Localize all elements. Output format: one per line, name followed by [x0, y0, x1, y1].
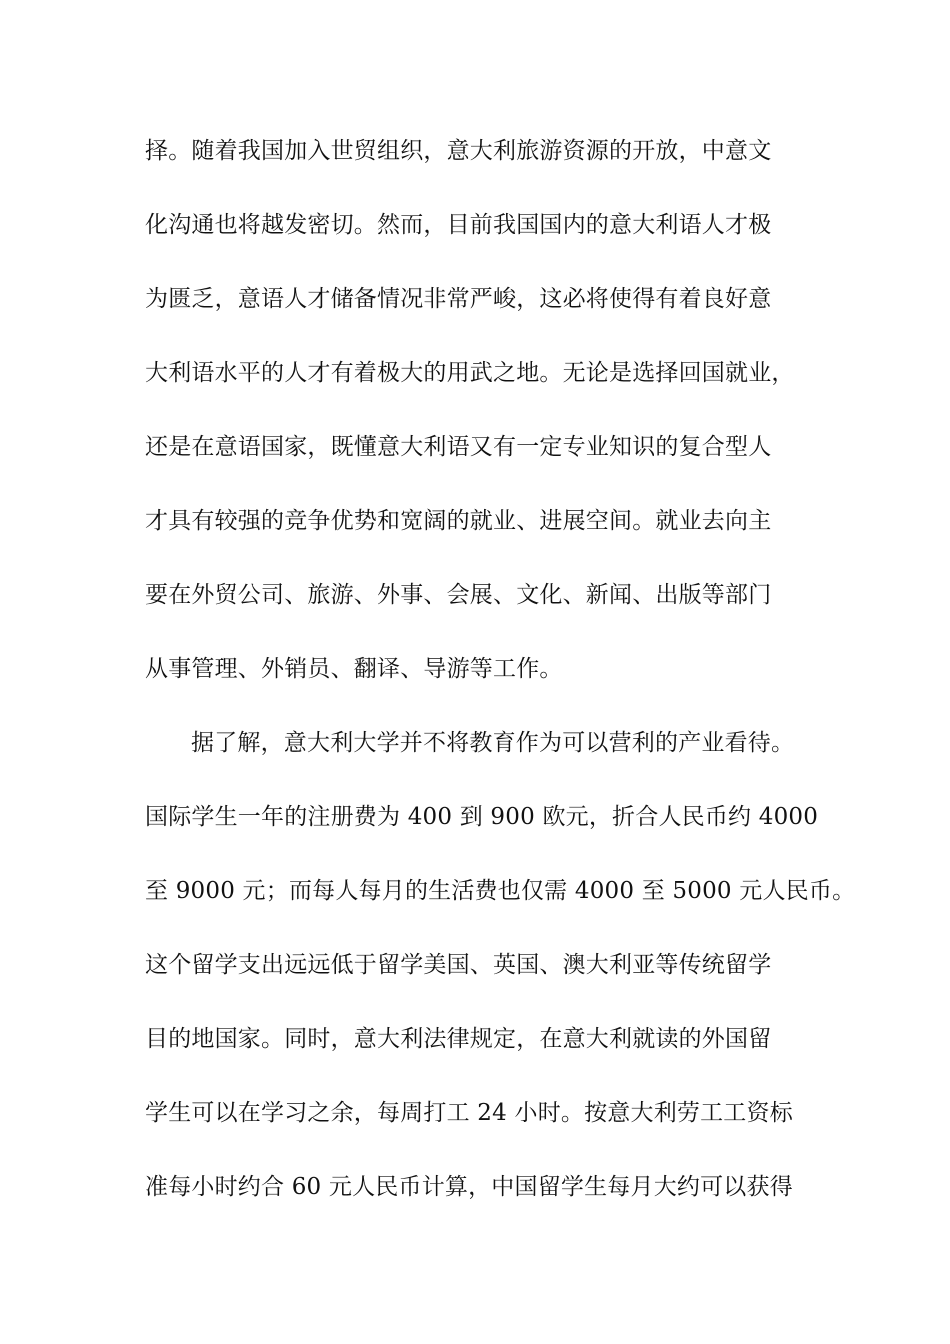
text-line: 化沟通也将越发密切。然而，目前我国国内的意大利语人才极: [145, 212, 772, 238]
paragraph-study-costs: [145, 720, 856, 1238]
text-line: 这个留学支出远远低于留学美国、英国、澳大利亚等传统留学: [145, 952, 772, 978]
text-line: 国际学生一年的注册费为 400 到 900 欧元，折合人民币约 4000: [145, 804, 819, 830]
text-line: 大利语水平的人才有着极大的用武之地。无论是选择回国就业，: [145, 360, 795, 386]
text-line: 准每小时约合 60 元人民币计算，中国留学生每月大约可以获得: [145, 1174, 793, 1200]
text-line: 学生可以在学习之余，每周打工 24 小时。按意大利劳工工资标: [145, 1100, 793, 1126]
text-line-indented: 据了解，意大利大学并不将教育作为可以营利的产业看待。: [191, 730, 795, 756]
body-text: [145, 128, 856, 1238]
text-line: 择。随着我国加入世贸组织，意大利旅游资源的开放，中意文: [145, 138, 772, 164]
text-line: 至 9000 元；而每人每月的生活费也仅需 4000 至 5000 元人民币。: [145, 878, 856, 904]
text-line: 为匮乏，意语人才储备情况非常严峻，这必将使得有着良好意: [145, 286, 772, 312]
text-line: 还是在意语国家，既懂意大利语又有一定专业知识的复合型人: [145, 434, 772, 460]
text-line: 从事管理、外销员、翻译、导游等工作。: [145, 656, 563, 682]
paragraph-continued: [145, 128, 815, 720]
text-line: 要在外贸公司、旅游、外事、会展、文化、新闻、出版等部门: [145, 582, 772, 608]
text-line: 才具有较强的竞争优势和宽阔的就业、进展空间。就业去向主: [145, 508, 772, 534]
text-line: 目的地国家。同时，意大利法律规定，在意大利就读的外国留: [145, 1026, 772, 1052]
